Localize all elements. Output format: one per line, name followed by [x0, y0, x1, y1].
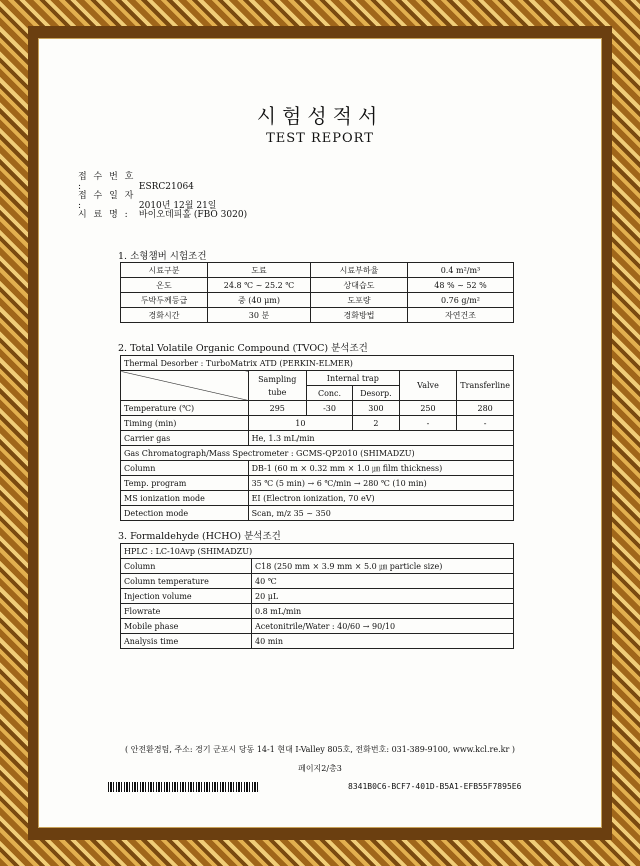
- table-cell: 48 % ~ 52 %: [408, 278, 514, 293]
- receipt-date-label: 접 수 일 자 :: [78, 191, 136, 211]
- table-cell: Column: [121, 461, 249, 476]
- table-cell: 10: [248, 416, 353, 431]
- table-row: [121, 278, 514, 293]
- table-cell: Column temperature: [121, 574, 252, 589]
- table-row: [121, 293, 514, 308]
- table-row: [121, 461, 514, 476]
- table-cell: Temperature (℃): [121, 401, 249, 416]
- table-cell: 두박두께등급: [121, 293, 208, 308]
- title-english: TEST REPORT: [266, 131, 374, 146]
- chamber-conditions-table: [120, 262, 514, 323]
- document-page: [38, 38, 602, 828]
- table-row: [121, 634, 514, 649]
- table-cell: HPLC : LC-10Avp (SHIMADZU): [121, 544, 514, 559]
- table-cell: DB-1 (60 m × 0.32 mm × 1.0 ㎛ film thickness): [248, 461, 513, 476]
- table-cell: 35 ℃ (5 min) → 6 ℃/min → 280 ℃ (10 min): [248, 476, 513, 491]
- table-cell: 도포량: [311, 293, 408, 308]
- table-row: [121, 589, 514, 604]
- table-row: [121, 401, 514, 416]
- document-hash: 8341B0C6-BCF7-401D-B5A1-EFB55F7895E6: [348, 782, 522, 791]
- table-cell: 온도: [121, 278, 208, 293]
- table-row: [121, 544, 514, 559]
- table-row: [121, 491, 514, 506]
- table-cell: 295: [248, 401, 306, 416]
- table-cell: Carrier gas: [121, 431, 249, 446]
- table-row: [121, 263, 514, 278]
- table-cell: Acetonitrile/Water : 40/60 → 90/10: [252, 619, 514, 634]
- diagonal-cell: [121, 371, 249, 401]
- table-cell: Flowrate: [121, 604, 252, 619]
- table-cell: 40 min: [252, 634, 514, 649]
- sample-name: 바이오데피홀 (FBO 3020): [138, 210, 248, 220]
- table-cell: 20 μL: [252, 589, 514, 604]
- table-cell: 0.4 m²/m³: [408, 263, 514, 278]
- table-cell: Temp. program: [121, 476, 249, 491]
- table-cell: 시료부하율: [311, 263, 408, 278]
- table-cell: 24.8 ℃ ~ 25.2 ℃: [208, 278, 311, 293]
- hcho-conditions-table: [120, 543, 514, 649]
- table-cell: 40 ℃: [252, 574, 514, 589]
- table-cell: Thermal Desorber : TurboMatrix ATD (PERKIN-ELMER): [121, 356, 514, 371]
- table-cell: 시료구분: [121, 263, 208, 278]
- title-korean: 시험성적서: [256, 104, 384, 128]
- table-cell: Timing (min): [121, 416, 249, 431]
- table-row: [121, 574, 514, 589]
- sample-name-line: [78, 207, 247, 220]
- table-row: [121, 431, 514, 446]
- table-row: [121, 506, 514, 521]
- table-cell: 중 (40 μm): [208, 293, 311, 308]
- section1-heading: 1. 소형챔버 시험조건: [118, 251, 207, 262]
- table-cell: Gas Chromatograph/Mass Spectrometer : GCMS-QP2010 (SHIMADZU): [121, 446, 514, 461]
- page-number: 페이지2/총3: [298, 764, 342, 773]
- table-cell: Desorp.: [353, 386, 400, 401]
- table-cell: 2: [353, 416, 400, 431]
- table-cell: Valve: [399, 371, 457, 401]
- table-row: [121, 308, 514, 323]
- table-row: [121, 416, 514, 431]
- table-cell: C18 (250 mm × 3.9 mm × 5.0 ㎛ particle size): [252, 559, 514, 574]
- table-row: [121, 619, 514, 634]
- table-row: [121, 559, 514, 574]
- section2-heading: 2. Total Volatile Organic Compound (TVOC) 분석조건: [118, 343, 368, 354]
- table-cell: 0.76 g/m²: [408, 293, 514, 308]
- table-cell: Analysis time: [121, 634, 252, 649]
- table-cell: MS ionization mode: [121, 491, 249, 506]
- table-cell: 상대습도: [311, 278, 408, 293]
- receipt-date: 2010년 12월 21일: [138, 201, 217, 211]
- table-cell: 경화방법: [311, 308, 408, 323]
- table-cell: Injection volume: [121, 589, 252, 604]
- table-row: [121, 446, 514, 461]
- table-cell: Scan, m/z 35 ~ 350: [248, 506, 513, 521]
- table-cell: 300: [353, 401, 400, 416]
- table-cell: He, 1.3 mL/min: [248, 431, 513, 446]
- table-row: [121, 476, 514, 491]
- table-cell: Transferline: [457, 371, 514, 401]
- table-cell: Detection mode: [121, 506, 249, 521]
- table-cell: -30: [306, 401, 352, 416]
- table-row: [121, 356, 514, 371]
- table-cell: Mobile phase: [121, 619, 252, 634]
- table-cell: -: [457, 416, 514, 431]
- table-cell: 250: [399, 401, 457, 416]
- table-cell: 경화시간: [121, 308, 208, 323]
- table-row: [121, 604, 514, 619]
- table-cell: Internal trap: [306, 371, 399, 386]
- section3-heading: 3. Formaldehyde (HCHO) 분석조건: [118, 531, 281, 542]
- table-cell: 30 분: [208, 308, 311, 323]
- table-cell: -: [399, 416, 457, 431]
- receipt-number-label: 접 수 번 호 :: [78, 172, 136, 192]
- receipt-number: ESRC21064: [138, 182, 194, 192]
- table-cell: Sampling tube: [248, 371, 306, 401]
- barcode: [108, 782, 258, 792]
- table-cell: EI (Electron ionization, 70 eV): [248, 491, 513, 506]
- tvoc-conditions-table: [120, 355, 514, 521]
- sample-name-label: 시 료 명 :: [78, 210, 130, 220]
- table-cell: Conc.: [306, 386, 352, 401]
- table-row: [121, 371, 514, 386]
- table-cell: 0.8 mL/min: [252, 604, 514, 619]
- table-cell: Column: [121, 559, 252, 574]
- table-cell: 자연건조: [408, 308, 514, 323]
- footer-address: ( 안전환경팀, 주소: 경기 군포시 당동 14-1 현대 I-Valley 805호, 전화번호: 031-389-9100, www.kcl.re.kr ): [125, 745, 515, 754]
- table-cell: 280: [457, 401, 514, 416]
- table-cell: 도료: [208, 263, 311, 278]
